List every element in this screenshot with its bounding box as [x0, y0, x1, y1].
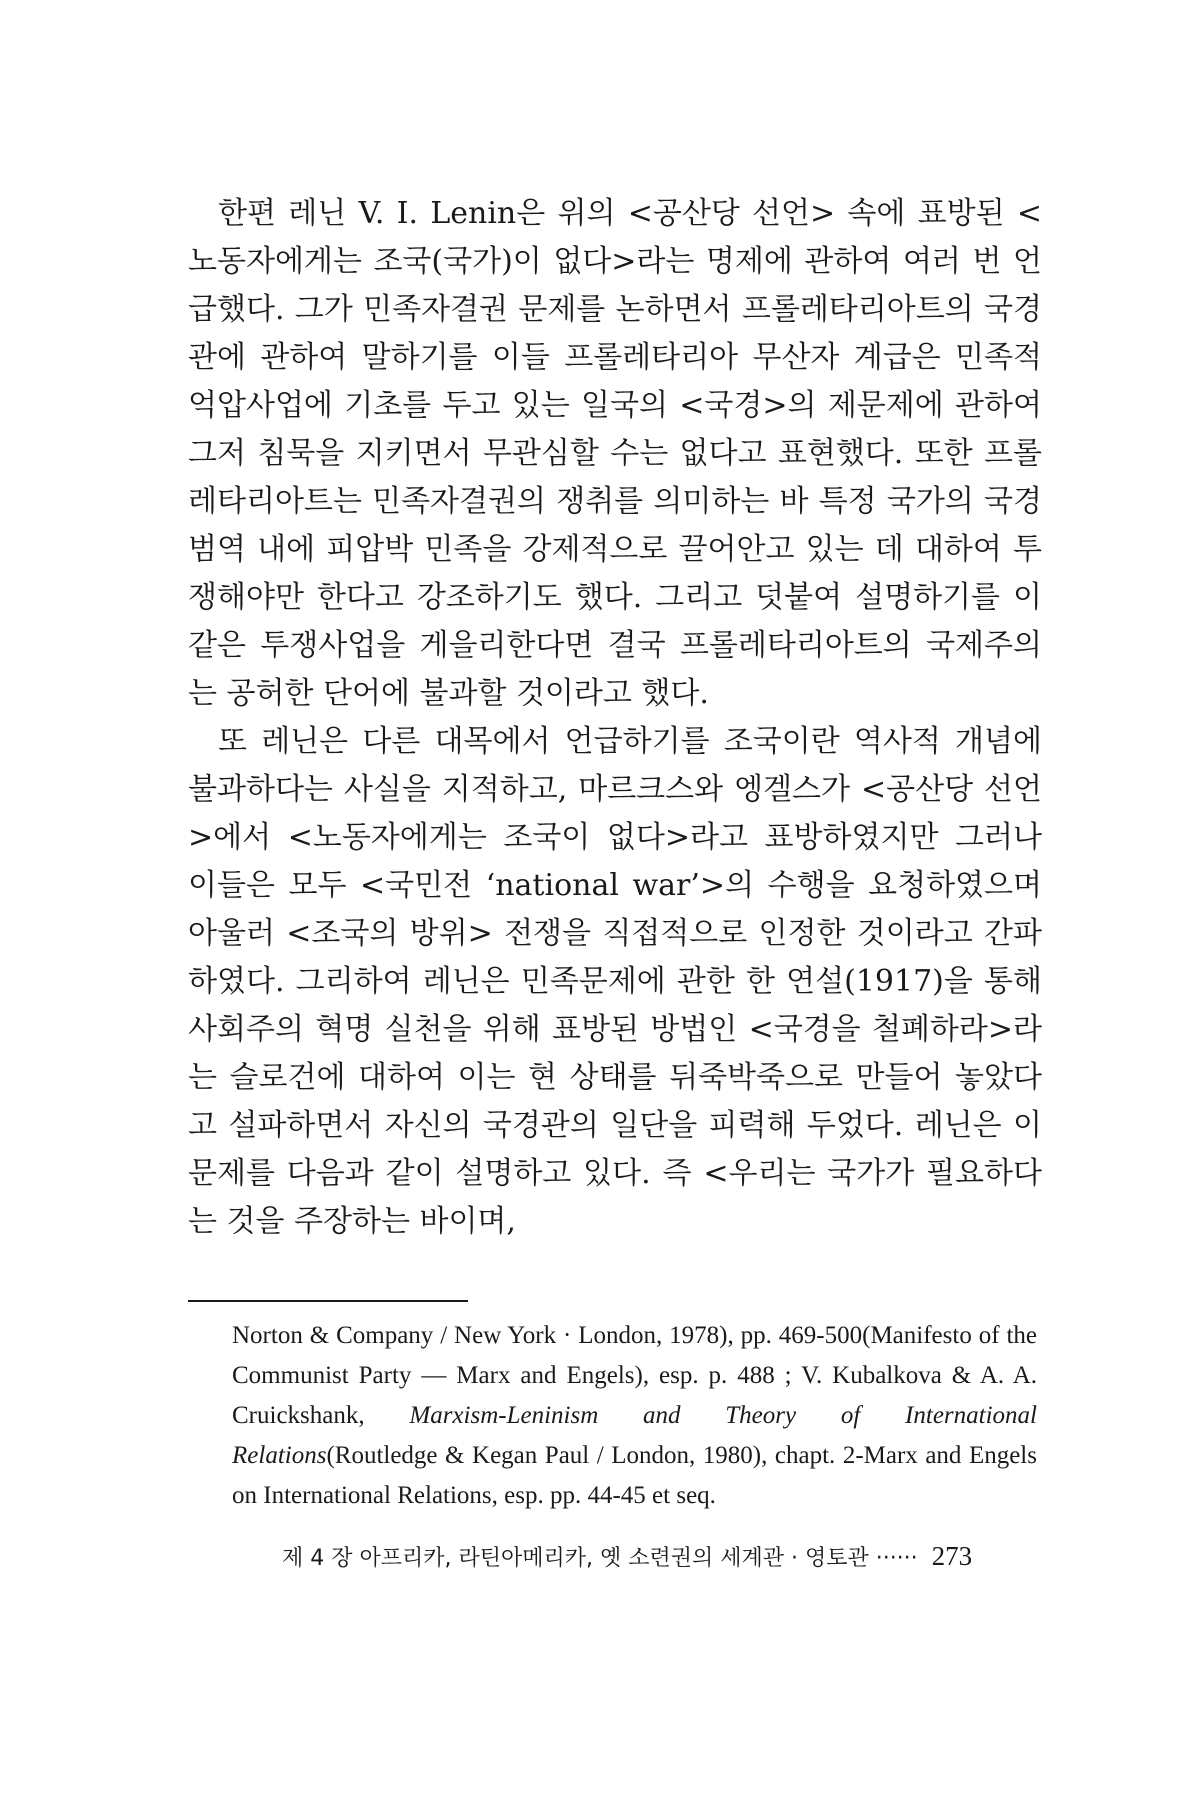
running-footer	[282, 1536, 1002, 1579]
paragraph: 한편 레닌 V. I. Lenin은 위의 <공산당 선언> 속에 표방된 <노동자에게는 조국(국가)이 없다>라는 명제에 관하여 여러 번 언급했다. 그가 민족자결권 문제를 논하면서 프롤레타리아트의 국경관에 관하여 말하기를 이들 프롤레타리아 무산자 계급은 민족적 억압사업에 기초를 두고 있는 일국의 <국경>의 제문제에 관하여 그저 침묵을 지키면서 무관심할 수는 없다고 표현했다. 또한 프롤레타리아트는 민족자결권의 쟁취를 의미하는 바 특정 국가의 국경범역 내에 피압박 민족을 강제적으로 끌어안고 있는 데 대하여 투쟁해야만 한다고 강조하기도 했다. 그리고 덧붙여 설명하기를 이같은 투쟁사업을 게을리한다면 결국 프롤레타리아트의 국제주의는 공허한 단어에 불과할 것이라고 했다.	[188, 196, 1042, 711]
paragraph: 또 레닌은 다른 대목에서 언급하기를 조국이란 역사적 개념에 불과하다는 사실을 지적하고, 마르크스와 엥겔스가 <공산당 선언>에서 <노동자에게는 조국이 없다>라고 표방하였지만 그러나 이들은 모두 <국민전 ‘national war’>의 수행을 요청하였으며 아울러 <조국의 방위> 전쟁을 직접적으로 인정한 것이라고 간파하였다. 그리하여 레닌은 민족문제에 관한 한 연설(1917)을 통해 사회주의 혁명 실천을 위해 표방된 방법인 <국경을 철폐하라>라는 슬로건에 대하여 이는 현 상태를 뒤죽박죽으로 만들어 놓았다고 설파하면서 자신의 국경관의 일단을 피력해 두었다. 레닌은 이 문제를 다음과 같이 설명하고 있다. 즉 <우리는 국가가 필요하다는 것을 주장하는 바이며,	[188, 724, 1042, 1239]
page-number: 273	[931, 1541, 973, 1571]
running-title: 제 4 장 아프리카, 라틴아메리카, 옛 소련권의 세계관 · 영토관 ······	[282, 1546, 918, 1571]
footnote-text-part: (Routledge & Kegan Paul / London, 1980), chapt. 2-Marx and Engels on International Relations, esp. pp. 44-45 et seq.	[232, 1442, 1037, 1509]
footnote-divider	[188, 1300, 468, 1302]
footnote-text	[232, 1316, 1037, 1516]
footnote-text-part: Norton & Company / New York · London, 1978), pp. 469-500(Manifesto of the Communist Party — Marx and Engels), esp. p. 488 ; V. Kubalkova & A. A. Cruickshank,	[232, 1322, 1037, 1429]
main-text	[188, 190, 1042, 1246]
footnote	[232, 1316, 1037, 1516]
footnote-book-title: Marxism-Leninism and Theory of International Relations	[232, 1402, 1037, 1469]
